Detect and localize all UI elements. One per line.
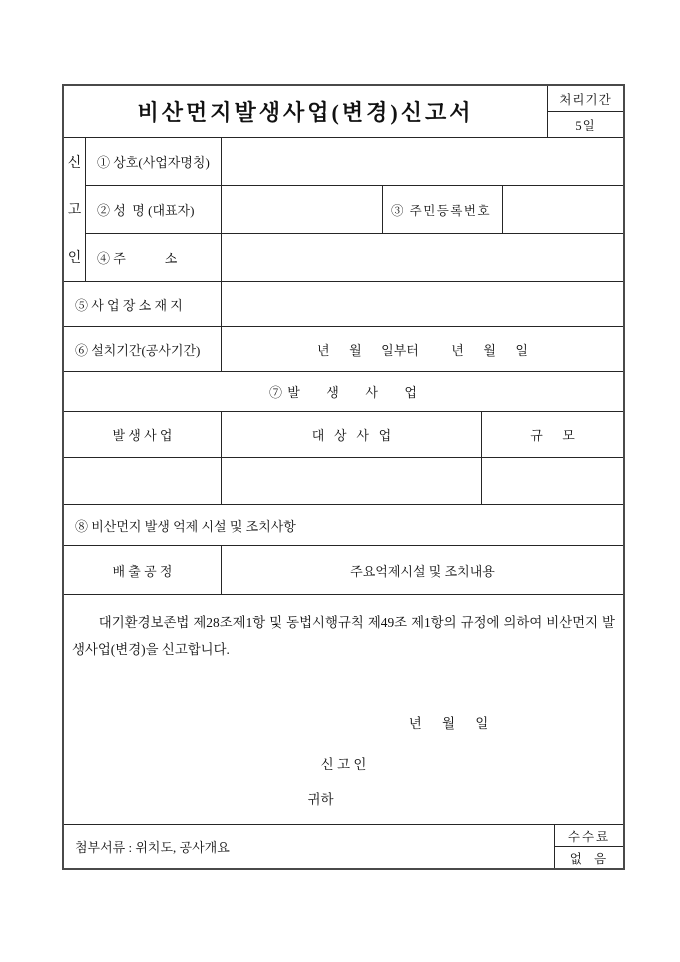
generating-business-header-row (64, 372, 623, 412)
processing-time-box (548, 86, 623, 137)
section-header-suppression: ⑧ 비산먼지 발생 억제 시설 및 조치사항 (75, 518, 296, 534)
processing-time-value: 5일 (575, 118, 596, 133)
declaration-date-line[interactable]: 년 월 일 (408, 715, 489, 731)
applicant-group-char: 고 (67, 203, 82, 219)
report-form (62, 84, 625, 870)
label-site-location: ⑤ 사 업 장 소 재 지 (64, 282, 222, 326)
form-title-cell (64, 86, 548, 137)
applicant-group-char: 신 (67, 155, 82, 171)
generating-table-header-row (64, 412, 623, 458)
field-business-name[interactable] (222, 138, 623, 185)
label-business-name: ① 상호(사업자명칭) (86, 138, 222, 185)
applicant-section (64, 138, 623, 282)
representative-row (86, 186, 623, 234)
applicant-group-char: 인 (67, 251, 82, 267)
col-header-generating-business: 발 생 사 업 (64, 412, 222, 457)
field-address[interactable] (222, 234, 623, 281)
site-location-row (64, 282, 623, 327)
label-resident-registration-number: ③ 주민등록번호 (383, 186, 503, 233)
footer-row (64, 825, 623, 868)
col-header-target-business: 대 상 사 업 (222, 412, 482, 457)
label-representative-name: ② 성 명 (대표자) (86, 186, 222, 233)
label-address: ④ 주 소 (86, 234, 222, 281)
fee-box (555, 825, 623, 868)
fee-label: 수수료 (555, 825, 623, 847)
declaration-section (64, 595, 623, 825)
suppression-columns-row (64, 546, 623, 595)
declarant-label: 신 고 인 (320, 756, 367, 772)
field-resident-registration-number[interactable] (503, 186, 623, 233)
attachments-note: 첨부서류 : 위치도, 공사개요 (64, 825, 555, 868)
cell-target-business[interactable] (222, 458, 482, 504)
col-header-suppression-facilities: 주요억제시설 및 조치내용 (350, 563, 495, 579)
field-site-location[interactable] (222, 282, 623, 326)
form-title: 비산먼지발생사업(변경)신고서 (137, 100, 474, 125)
cell-scale[interactable] (482, 458, 623, 504)
applicant-rows (86, 138, 623, 281)
generating-table-data-row (64, 458, 623, 505)
processing-time-label: 처리기간 (548, 86, 623, 112)
business-name-row (86, 138, 623, 186)
label-installation-period: ⑥ 설치기간(공사기간) (64, 327, 222, 371)
fee-value: 없 음 (569, 851, 609, 866)
col-header-emission-process: 배 출 공 정 (64, 546, 222, 594)
installation-period-row (64, 327, 623, 372)
address-row (86, 234, 623, 281)
section-header-generating-business: ⑦ 발 생 사 업 (269, 385, 418, 400)
suppression-header-row (64, 505, 623, 546)
cell-generating-business[interactable] (64, 458, 222, 504)
declaration-statement: 대기환경보존법 제28조제1항 및 동법시행규칙 제49조 제1항의 규정에 의하여 비산먼지 발생사업(변경)을 신고합니다. (72, 615, 615, 658)
col-header-scale: 규 모 (530, 428, 575, 443)
title-row (64, 86, 623, 138)
field-installation-period[interactable]: 년 월 일부터 년 월 일 (317, 342, 528, 358)
recipient-label: 귀하 (307, 791, 334, 807)
field-representative-name[interactable] (222, 186, 383, 233)
applicant-group-label (64, 138, 86, 281)
